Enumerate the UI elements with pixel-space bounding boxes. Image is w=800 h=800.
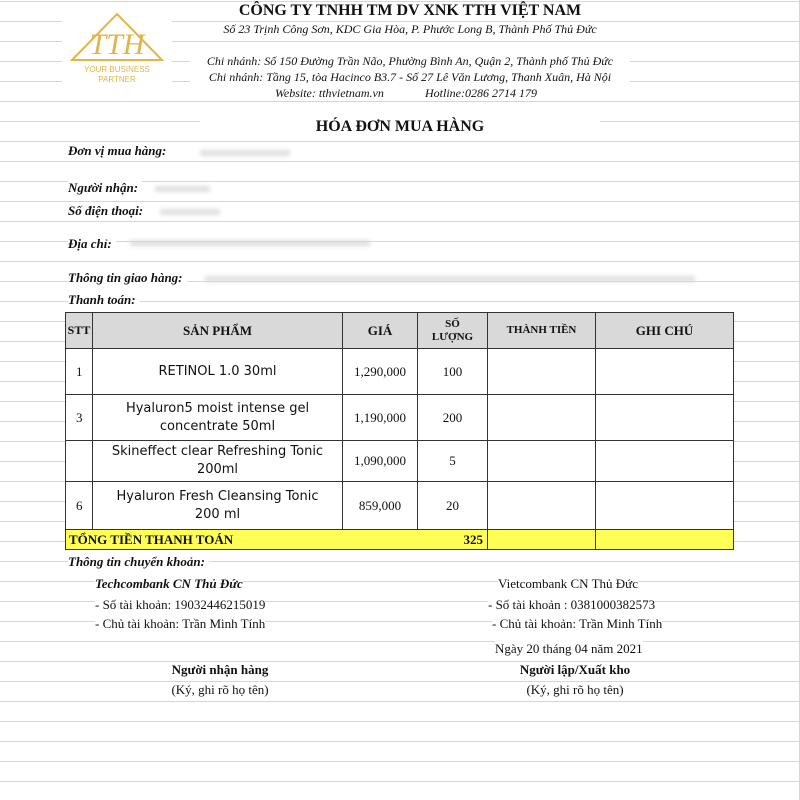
row-amount <box>488 395 596 441</box>
header-price: GIÁ <box>343 313 418 349</box>
row-stt: 3 <box>66 395 93 441</box>
transfer-label: Thông tin chuyển khoản: <box>68 554 209 570</box>
phone-label: Số điện thoại: <box>68 203 147 219</box>
row-price: 1,290,000 <box>343 349 418 395</box>
company-branch-2: Chi nhánh: Tầng 15, tòa Hacinco B3.7 - Số 27 Lê Văn Lương, Thanh Xuân, Hà Nội <box>190 70 630 85</box>
total-note <box>596 530 734 550</box>
row-stt: 6 <box>66 482 93 530</box>
row-product <box>93 349 343 395</box>
bank2-name: Vietcombank CN Thủ Đức <box>498 576 638 591</box>
header-quantity-line-2: LƯỢNG <box>431 330 474 343</box>
header-stt: STT <box>66 313 93 349</box>
invoice-title: HÓA ĐƠN MUA HÀNG <box>200 118 600 136</box>
row-amount <box>488 482 596 530</box>
total-cell <box>66 530 488 550</box>
row-product-line-2: 200ml <box>196 462 239 477</box>
company-address: Số 23 Trịnh Công Sơn, KDC Gia Hòa, P. Phước Long B, Thành Phố Thủ Đức <box>190 22 630 37</box>
row-price: 859,000 <box>343 482 418 530</box>
row-stt <box>66 441 93 482</box>
header-product: SẢN PHẨM <box>93 313 343 349</box>
row-price: 1,190,000 <box>343 395 418 441</box>
row-product-line-2: 200 ml <box>194 506 241 522</box>
company-website: Website: tthvietnam.vn <box>275 86 384 100</box>
tth-logo-icon <box>62 8 172 88</box>
row-note <box>596 482 734 530</box>
header-quantity <box>418 313 488 349</box>
row-product-line-1: Skineffect clear Refreshing Tonic <box>111 444 324 459</box>
row-product <box>93 482 343 530</box>
row-product-line-2: concentrate 50ml <box>159 418 276 434</box>
row-product <box>93 395 343 441</box>
phone-redacted <box>160 209 220 215</box>
bank1-holder: - Chủ tài khoản: Trần Minh Tính <box>95 616 266 631</box>
header-amount: THÀNH TIỀN <box>488 313 596 349</box>
shipping-redacted <box>205 276 695 282</box>
logo-initials: TTH <box>89 28 145 61</box>
issuer-signature-title: Người lập/Xuất kho <box>470 662 680 678</box>
row-product-line-1: Hyaluron Fresh Cleansing Tonic <box>116 488 319 504</box>
address-redacted <box>130 240 370 246</box>
row-quantity: 20 <box>418 482 488 530</box>
table-header-row <box>66 313 734 349</box>
receiver-signature-title: Người nhận hàng <box>115 662 325 678</box>
company-branch-1: Chi nhánh: Số 150 Đường Trần Não, Phường Bình An, Quận 2, Thành phố Thủ Đức <box>190 54 630 69</box>
row-product <box>93 441 343 482</box>
company-name: CÔNG TY TNHH TM DV XNK TTH VIỆT NAM <box>190 2 630 20</box>
issuer-signature-note: (Ký, ghi rõ họ tên) <box>470 682 680 698</box>
row-note <box>596 441 734 482</box>
receiver-signature-note: (Ký, ghi rõ họ tên) <box>115 682 325 698</box>
logo-tagline-1: YOUR BUSINESS <box>84 65 150 74</box>
total-label: TỔNG TIỀN THANH TOÁN <box>69 531 234 547</box>
company-logo <box>62 8 172 88</box>
header-quantity-line-1: SỐ <box>445 317 460 330</box>
row-product-line-1: Hyaluron5 moist intense gel <box>125 400 310 416</box>
row-stt: 1 <box>66 349 93 395</box>
bank2-holder: - Chủ tài khoản: Trần Minh Tính <box>492 616 663 631</box>
bank1-account: - Số tài khoản: 19032446215019 <box>95 597 266 612</box>
table-row <box>66 482 734 530</box>
receiver-redacted <box>155 186 210 192</box>
total-amount <box>488 530 596 550</box>
bank2-account: - Số tài khoản : 0381000382573 <box>488 597 656 612</box>
payment-label: Thanh toán: <box>68 292 140 308</box>
shipping-label: Thông tin giao hàng: <box>68 270 187 286</box>
row-price: 1,090,000 <box>343 441 418 482</box>
table-row <box>66 441 734 482</box>
receiver-label: Người nhận: <box>68 180 142 196</box>
buyer-redacted <box>200 150 290 156</box>
row-quantity: 100 <box>418 349 488 395</box>
row-product-line-1: RETINOL 1.0 30ml <box>158 363 277 379</box>
address-label: Địa chỉ: <box>68 236 116 252</box>
buyer-label: Đơn vị mua hàng: <box>68 143 170 159</box>
total-row <box>66 530 734 550</box>
table-row <box>66 349 734 395</box>
row-quantity: 5 <box>418 441 488 482</box>
total-quantity: 325 <box>463 532 483 547</box>
row-note <box>596 349 734 395</box>
items-table <box>65 312 734 550</box>
company-hotline: Hotline:0286 2714 179 <box>425 86 537 100</box>
row-note <box>596 395 734 441</box>
table-row <box>66 395 734 441</box>
invoice-date: Ngày 20 tháng 04 năm 2021 <box>495 641 643 656</box>
row-amount <box>488 441 596 482</box>
header-note: GHI CHÚ <box>596 313 734 349</box>
row-amount <box>488 349 596 395</box>
row-quantity: 200 <box>418 395 488 441</box>
logo-tagline-2: PARTNER <box>98 75 136 84</box>
bank1-name: Techcombank CN Thủ Đức <box>95 576 243 591</box>
